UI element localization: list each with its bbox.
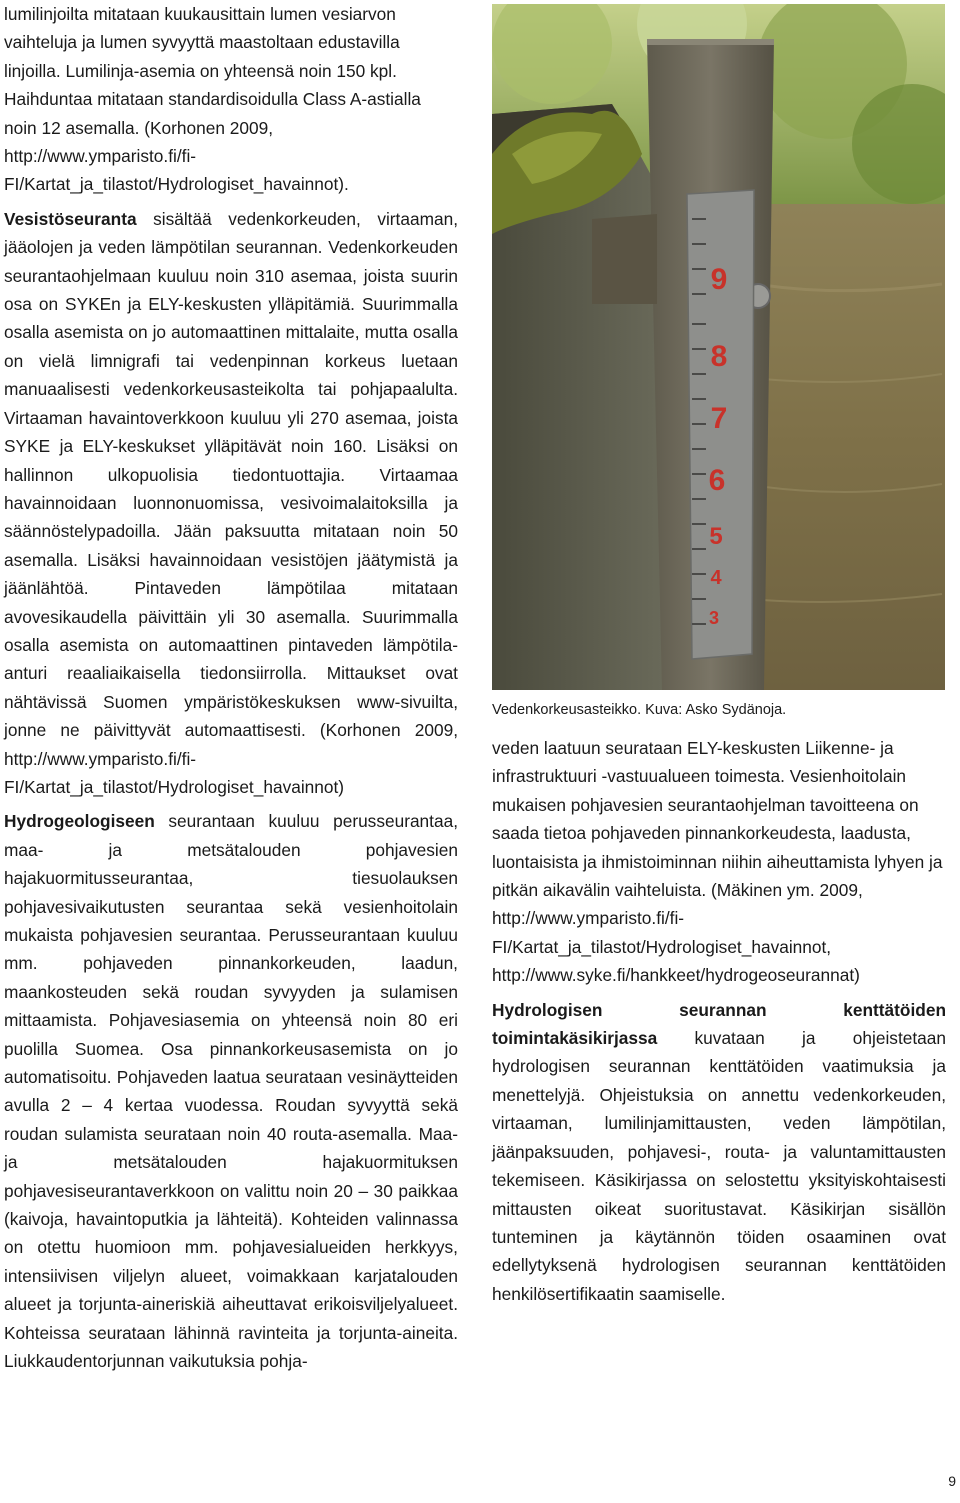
gauge-number-8: 8 (710, 340, 728, 373)
paragraph-kenttatyokasikirja (492, 996, 946, 1308)
left-column (4, 0, 458, 1376)
page-number: 9 (948, 1473, 956, 1489)
gauge-number-7: 7 (710, 402, 728, 435)
paragraph-lumilinjat: lumilinjoilta mitataan kuukausittain lumen vesiarvon vaihteluja ja lumen syvyyttä maastoltaan edustavilla linjoilla. Lumilinja-asemia on yhteensä noin 150 kpl. Haihduntaa mitataan standardisoidulla Class A-astialla noin 12 asemalla. (Korhonen 2009, http://www.ymparisto.fi/fi-FI/Kartat_ja_tilastot/Hydrologiset_havainnot). (4, 4, 421, 195)
term-hydrogeologiseen: Hydrogeologiseen (4, 811, 155, 832)
gauge-number-4: 4 (710, 567, 722, 589)
term-vesistoseuranta: Vesistöseuranta (4, 208, 137, 229)
right-column (492, 734, 946, 1308)
paragraph-pohjavesiseuranta: veden laatuun seurataan ELY-keskusten Liikenne- ja infrastruktuuri -vastuualueen toimesta. Vesienhoitolain mukaisen pohjavesien seurantaohjelman tavoitteena on saada tietoa pohjaveden pinnankorkeudesta, laadusta, luontaisista ja ihmistoiminnan niihin aiheuttamista lyhyen ja pitkän aikavälin vaihteluista. (Mäkinen ym. 2009, http://www.ymparisto.fi/fi-FI/Kartat_ja_tilastot/Hydrologiset_havainnot, http://www.syke.fi/hankkeet/hydrogeoseurannat) (492, 738, 943, 986)
gauge-number-5: 5 (709, 523, 723, 550)
gauge-number-6: 6 (708, 464, 726, 497)
gauge-number-9: 9 (710, 263, 728, 296)
paragraph-hydrogeologinen (4, 807, 458, 1375)
water-level-gauge-image (492, 4, 945, 690)
gauge-number-3: 3 (708, 608, 720, 628)
photo-caption: Vedenkorkeusasteikko. Kuva: Asko Sydänoja. (492, 702, 787, 718)
paragraph-kenttatyokasikirja-text: kuvataan ja ohjeistetaan hydrologisen seurannan kenttätöiden vaatimuksia ja menettelyjä. Ohjeistuksia on annettu vedenkorkeuden, virtaaman, lumilinjamittausten, veden lämpötilan, jäänpaksuuden, pohjavesi-, routa- ja valuntamittausten tekemiseen. Käsikirjassa on selostettu yksityiskohtaisesti mittausten oikeat suoritustavat. Käsikirjan sisällön tunteminen ja käytännön töiden osaaminen ovat edellytyksenä hydrologisen seurannan kenttätöiden henkilösertifikaatin saamiselle. (492, 1028, 946, 1304)
paragraph-vesistoseuranta (4, 205, 458, 802)
paragraph-hydrogeologinen-text: seurantaan kuuluu perusseurantaa, maa- ja metsätalouden pohjavesien hajakuormitusseurantaa, tiesuolauksen pohjavesivaikutusten seurantaa sekä vesienhoitolain mukaista pohjavesien seurantaa. Perusseurantaan kuuluu mm. pohjaveden pinnankorkeuden, laadun, maankosteuden sekä roudan syvyyden ja sulamisen mittaamista. Pohjavesiasemia on yhteensä noin 80 eri puolilla Suomea. Osa pinnankorkeusasemista on jo automatisoitu. Pohjaveden laatua seurataan vesinäytteiden avulla 2 – 4 kertaa vuodessa. Roudan syvyyttä sekä roudan sulamista seurataan noin 40 routa-asemalla. Maa- ja metsätalouden hajakuormituksen pohjavesiseurantaverkkoon on valittu noin 20 – 30 paikkaa (kaivoja, havaintoputkia ja lähteitä). Kohteiden valinnassa on otettu huomioon mm. pohjavesialueiden herkkyys, intensiivisen viljelyn alueet, voimakkaan karjatalouden alueet ja torjunta-aineriskiä aiheuttavat erikoisviljelyalueet. Kohteissa seurataan lähinnä ravinteita ja torjunta-aineita. Liukkaudentorjunnan vaikutuksia pohja- (4, 811, 458, 1372)
wooden-plank (592, 214, 657, 304)
term-toimintakasikirja: Hydrologisen seurannan kenttätöiden toimintakäsikirjassa (492, 999, 946, 1049)
gauge-photo (492, 4, 945, 690)
paragraph-vesistoseuranta-text: sisältää vedenkorkeuden, virtaaman, jääolojen ja veden lämpötilan seurannan. Vedenkorkeuden seurantaohjelmaan kuuluu noin 310 asemaa, joista suurin osa on SYKEn ja ELY-keskusten ylläpitämiä. Suurimmalla osalla asemista on jo automaattinen mittalaite, mutta osalla on vielä limnigrafi tai vedenpinnan korkeus luetaan manuaalisesti vedenkorkeusasteikolta tai pohjapaalulta. Virtaaman havaintoverkkoon kuuluu yli 270 asemaa, joista SYKE ja ELY-keskukset ylläpitävät noin 160. Lisäksi on hallinnon ulkopuolisia tiedontuottajia. Virtaamaa havainnoidaan luonnonuomissa, vesivoimalaitoksilla ja säännöstelypadoilla. Jään paksuutta mitataan noin 50 asemalla. Lisäksi havainnoidaan vesistöjen jäätymistä ja jäänlähtöä. Pintaveden lämpötilaa mitataan avovesikaudella päivittäin yli 30 asemalla. Suurimmalla osalla asemista on automaattinen pintaveden lämpötila-anturi reaaliaikaisella tiedonsiirrolla. Mittaukset ovat nähtävissä Suomen ympäristökeskuksen www-sivuilta, jonne ne päivittyvät automaattisesti. (Korhonen 2009, http://www.ymparisto.fi/fi-FI/Kartat_ja_tilastot/Hydrologiset_havainnot) (4, 208, 458, 797)
